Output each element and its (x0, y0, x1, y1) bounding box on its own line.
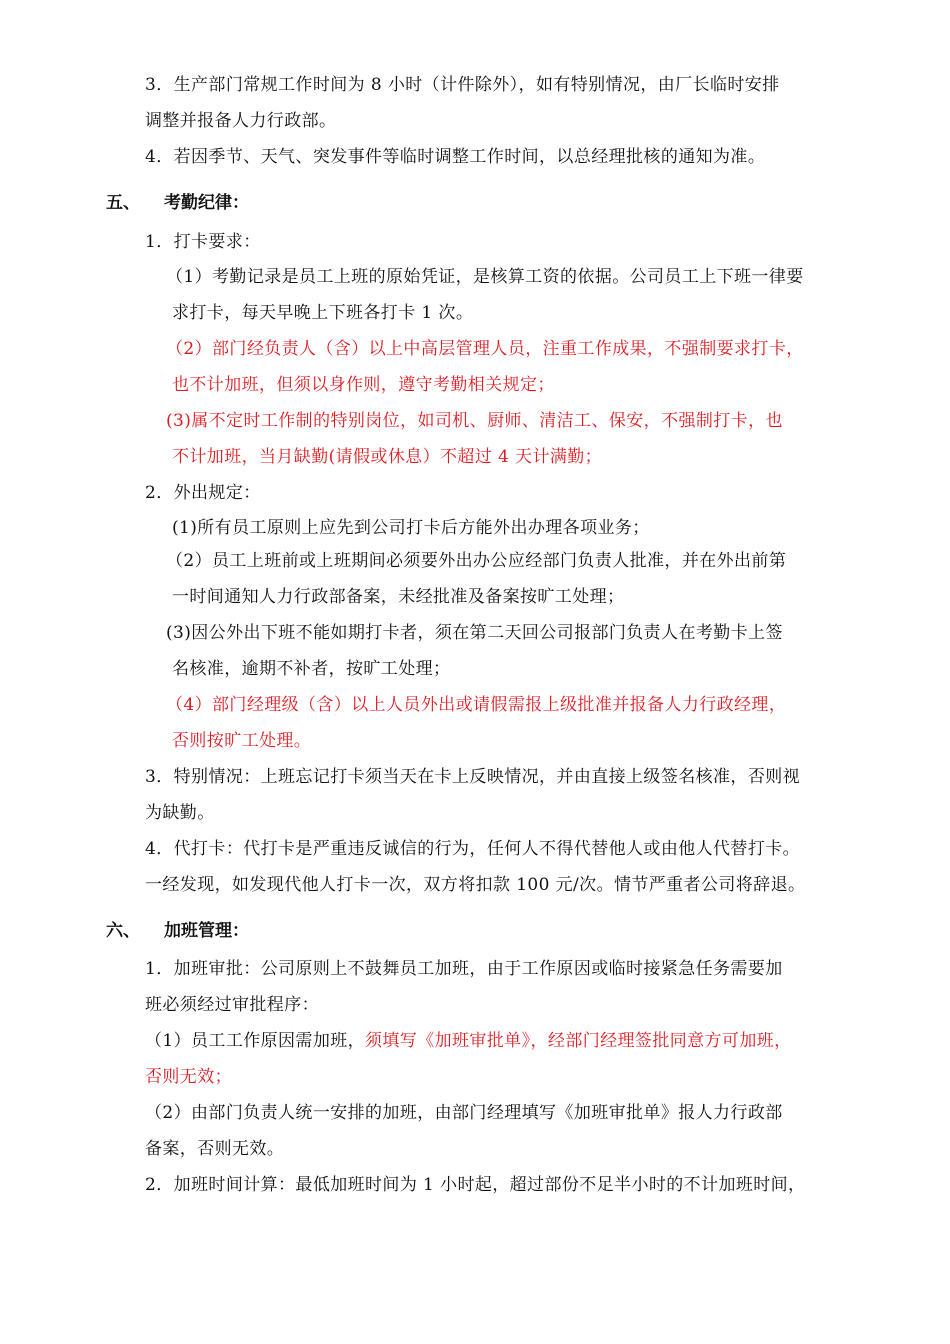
outing-p3-line1: (3)因公外出下班不能如期打卡者，须在第二天回公司报部门负责人在考勤卡上签 (166, 623, 783, 643)
ot-calc-line1: 2．加班时间计算：最低加班时间为 1 小时起，超过部份不足半小时的不计加班时间， (145, 1175, 806, 1195)
punch-p1-line1: （1）考勤记录是员工上班的原始凭证，是核算工资的依据。公司员工上下班一律要 (166, 267, 804, 287)
proxy-line1: 4．代打卡：代打卡是严重违反诚信的行为，任何人不得代替他人或由他人代替打卡。 (145, 839, 801, 859)
punch-p3-line2: 不计加班，当月缺勤(请假或休息）不超过 4 天计满勤； (172, 447, 603, 467)
special-line1: 3．特别情况：上班忘记打卡须当天在卡上反映情况，并由直接上级签名核准，否则视 (145, 767, 801, 787)
outing-p2-line1: （2）员工上班前或上班期间必须要外出办公应经部门负责人批准，并在外出前第 (166, 551, 787, 571)
section5-title: 考勤纪律： (164, 193, 249, 213)
proxy-line2: 一经发现，如发现代他人打卡一次，双方将扣款 100 元/次。情节严重者公司将辞退。 (145, 875, 806, 895)
outing-p1-line1: (1)所有员工原则上应先到公司打卡后方能外出办理各项业务； (172, 518, 650, 538)
ot-p1-line2: 否则无效； (145, 1067, 232, 1087)
ot-p2-line1: （2）由部门负责人统一安排的加班，由部门经理填写《加班审批单》报人力行政部 (145, 1103, 783, 1123)
punch-p3-line1: (3)属不定时工作制的特别岗位，如司机、厨师、清洁工、保安，不强制打卡，也 (166, 411, 783, 431)
section5-heading (106, 192, 249, 214)
punch-p1-line2: 求打卡，每天早晚上下班各打卡 1 次。 (172, 303, 474, 323)
special-line2: 为缺勤。 (145, 803, 215, 823)
ot-approval-line2: 班必须经过审批程序： (145, 995, 319, 1015)
outing-p2-line2: 一时间通知人力行政部备案，未经批准及备案按旷工处理； (172, 587, 625, 607)
outing-p3-line2: 名核准，逾期不补者，按旷工处理； (172, 659, 451, 679)
ot-p1-red-text: 须填写《加班审批单》，经部门经理签批同意方可加班， (365, 1031, 792, 1051)
outing-p4-line2: 否则按旷工处理。 (172, 731, 312, 751)
section6-heading (106, 920, 249, 942)
outing-heading: 2．外出规定： (145, 483, 261, 503)
punch-p2-line1: （2）部门经负责人（含）以上中高层管理人员，注重工作成果，不强制要求打卡， (166, 339, 804, 359)
ot-p1-black-text: （1）员工工作原因需加班， (145, 1031, 366, 1051)
punch-heading: 1．打卡要求： (145, 232, 261, 252)
section6-number: 六、 (106, 921, 140, 941)
ot-approval-line1: 1．加班审批：公司原则上不鼓舞员工加班，由于工作原因或临时接紧急任务需要加 (145, 959, 783, 979)
ot-p2-line2: 备案，否则无效。 (145, 1139, 285, 1159)
s4-item4-line1: 4．若因季节、天气、突发事件等临时调整工作时间，以总经理批核的通知为准。 (145, 147, 766, 167)
ot-p1-line1 (145, 1030, 792, 1052)
section6-title: 加班管理： (164, 921, 249, 941)
punch-p2-line2: 也不计加班，但须以身作则，遵守考勤相关规定； (172, 375, 555, 395)
s4-item3-line2: 调整并报备人力行政部。 (145, 111, 337, 131)
section5-number: 五、 (106, 193, 140, 213)
outing-p4-line1: （4）部门经理级（含）以上人员外出或请假需报上级批准并报备人力行政经理， (166, 695, 787, 715)
s4-item3-line1: 3．生产部门常规工作时间为 8 小时（计件除外），如有特别情况，由厂长临时安排 (145, 75, 780, 95)
